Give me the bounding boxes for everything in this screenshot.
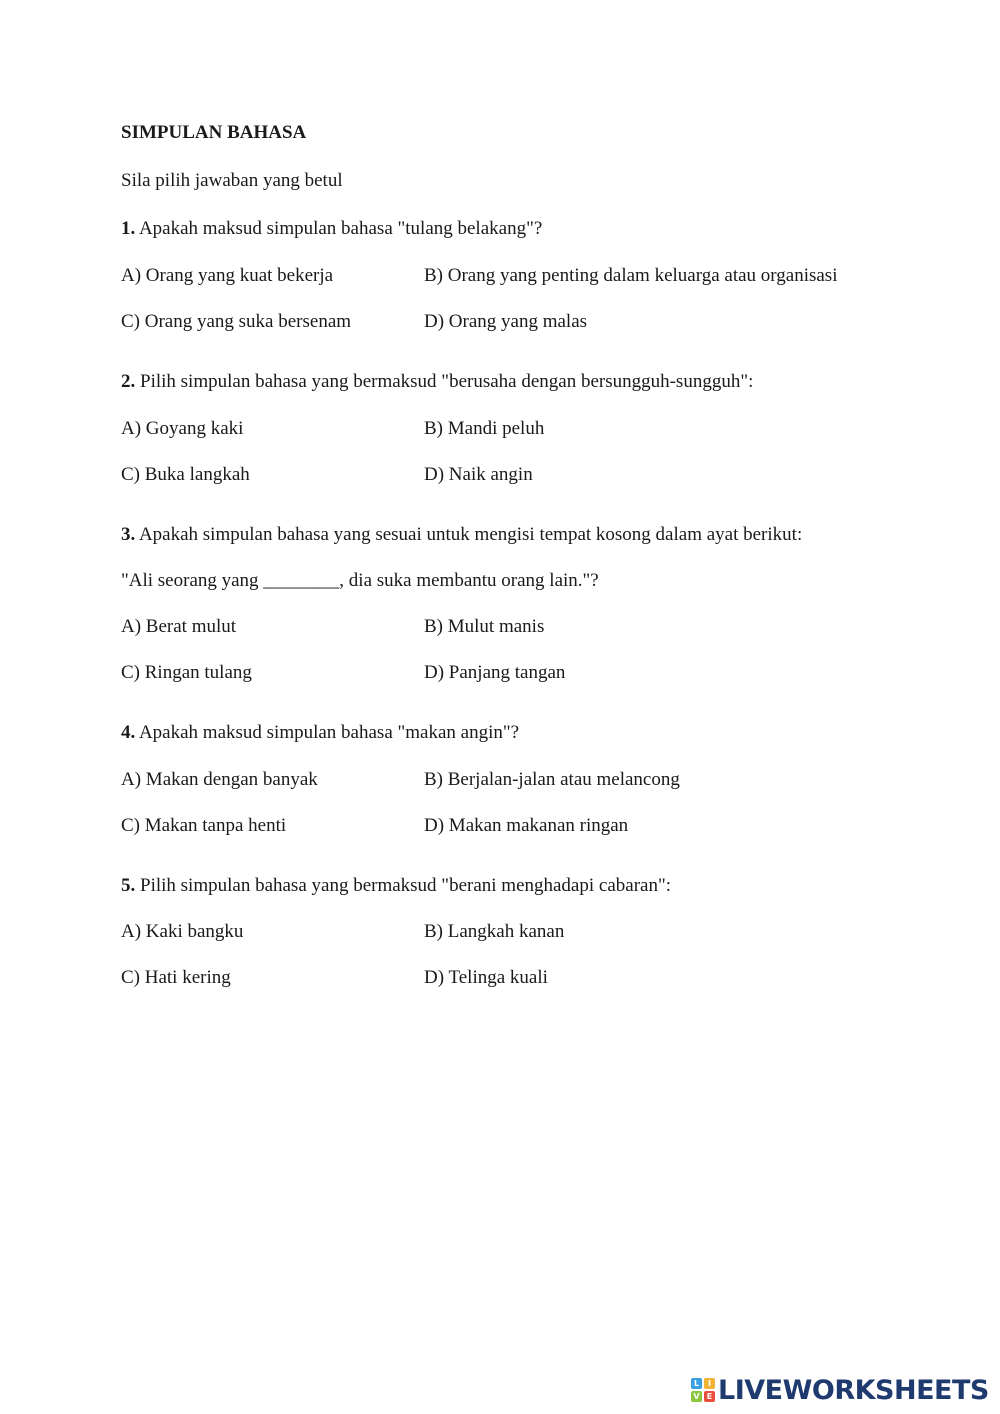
question-number: 2. (121, 371, 136, 392)
question-number: 5. (121, 875, 136, 896)
option-3c[interactable]: C) Ringan tulang (121, 662, 252, 683)
logo-letter-l: L (691, 1378, 702, 1389)
option-4c[interactable]: C) Makan tanpa henti (121, 815, 287, 836)
worksheet-title: SIMPULAN BAHASA (121, 122, 307, 143)
question-text: Pilih simpulan bahasa yang bermaksud "berusaha dengan bersungguh-sungguh": (135, 371, 754, 392)
option-2c[interactable]: C) Buka langkah (121, 464, 250, 485)
option-1c[interactable]: C) Orang yang suka bersenam (121, 311, 352, 332)
question-4 (121, 722, 519, 744)
question-text: Apakah maksud simpulan bahasa "makan angin"? (135, 722, 520, 743)
option-2d[interactable]: D) Naik angin (424, 464, 533, 485)
question-number: 4. (121, 722, 136, 743)
logo-letter-i: I (704, 1378, 715, 1389)
question-5 (121, 875, 671, 897)
option-1d[interactable]: D) Orang yang malas (424, 311, 588, 332)
option-3a[interactable]: A) Berat mulut (121, 616, 237, 637)
question-text: Apakah simpulan bahasa yang sesuai untuk mengisi tempat kosong dalam ayat berikut: (135, 524, 803, 545)
option-5d[interactable]: D) Telinga kuali (424, 967, 548, 988)
liveworksheets-logo (691, 1373, 989, 1407)
option-4b[interactable]: B) Berjalan-jalan atau melancong (424, 769, 680, 790)
option-4a[interactable]: A) Makan dengan banyak (121, 769, 318, 790)
question-1 (121, 218, 542, 240)
question-text: Apakah maksud simpulan bahasa "tulang belakang"? (135, 218, 543, 239)
option-1a[interactable]: A) Orang yang kuat bekerja (121, 265, 334, 286)
question-3-sentence: "Ali seorang yang ________, dia suka membantu orang lain."? (121, 570, 599, 591)
option-5b[interactable]: B) Langkah kanan (424, 921, 565, 942)
option-5a[interactable]: A) Kaki bangku (121, 921, 244, 942)
question-text: Pilih simpulan bahasa yang bermaksud "berani menghadapi cabaran": (135, 875, 671, 896)
question-3 (121, 524, 802, 546)
option-2a[interactable]: A) Goyang kaki (121, 418, 244, 439)
option-1b[interactable]: B) Orang yang penting dalam keluarga atau organisasi (424, 265, 838, 286)
worksheet-instruction: Sila pilih jawaban yang betul (121, 170, 343, 191)
question-2 (121, 371, 753, 393)
logo-letter-e: E (704, 1391, 715, 1402)
option-4d[interactable]: D) Makan makanan ringan (424, 815, 629, 836)
logo-letter-v: V (691, 1391, 702, 1402)
option-2b[interactable]: B) Mandi peluh (424, 418, 545, 439)
liveworksheets-logo-text: LIVEWORKSHEETS (718, 1374, 989, 1406)
question-number: 3. (121, 524, 136, 545)
option-3d[interactable]: D) Panjang tangan (424, 662, 566, 683)
question-number: 1. (121, 218, 136, 239)
option-5c[interactable]: C) Hati kering (121, 967, 231, 988)
liveworksheets-logo-icon (691, 1378, 715, 1402)
option-3b[interactable]: B) Mulut manis (424, 616, 545, 637)
